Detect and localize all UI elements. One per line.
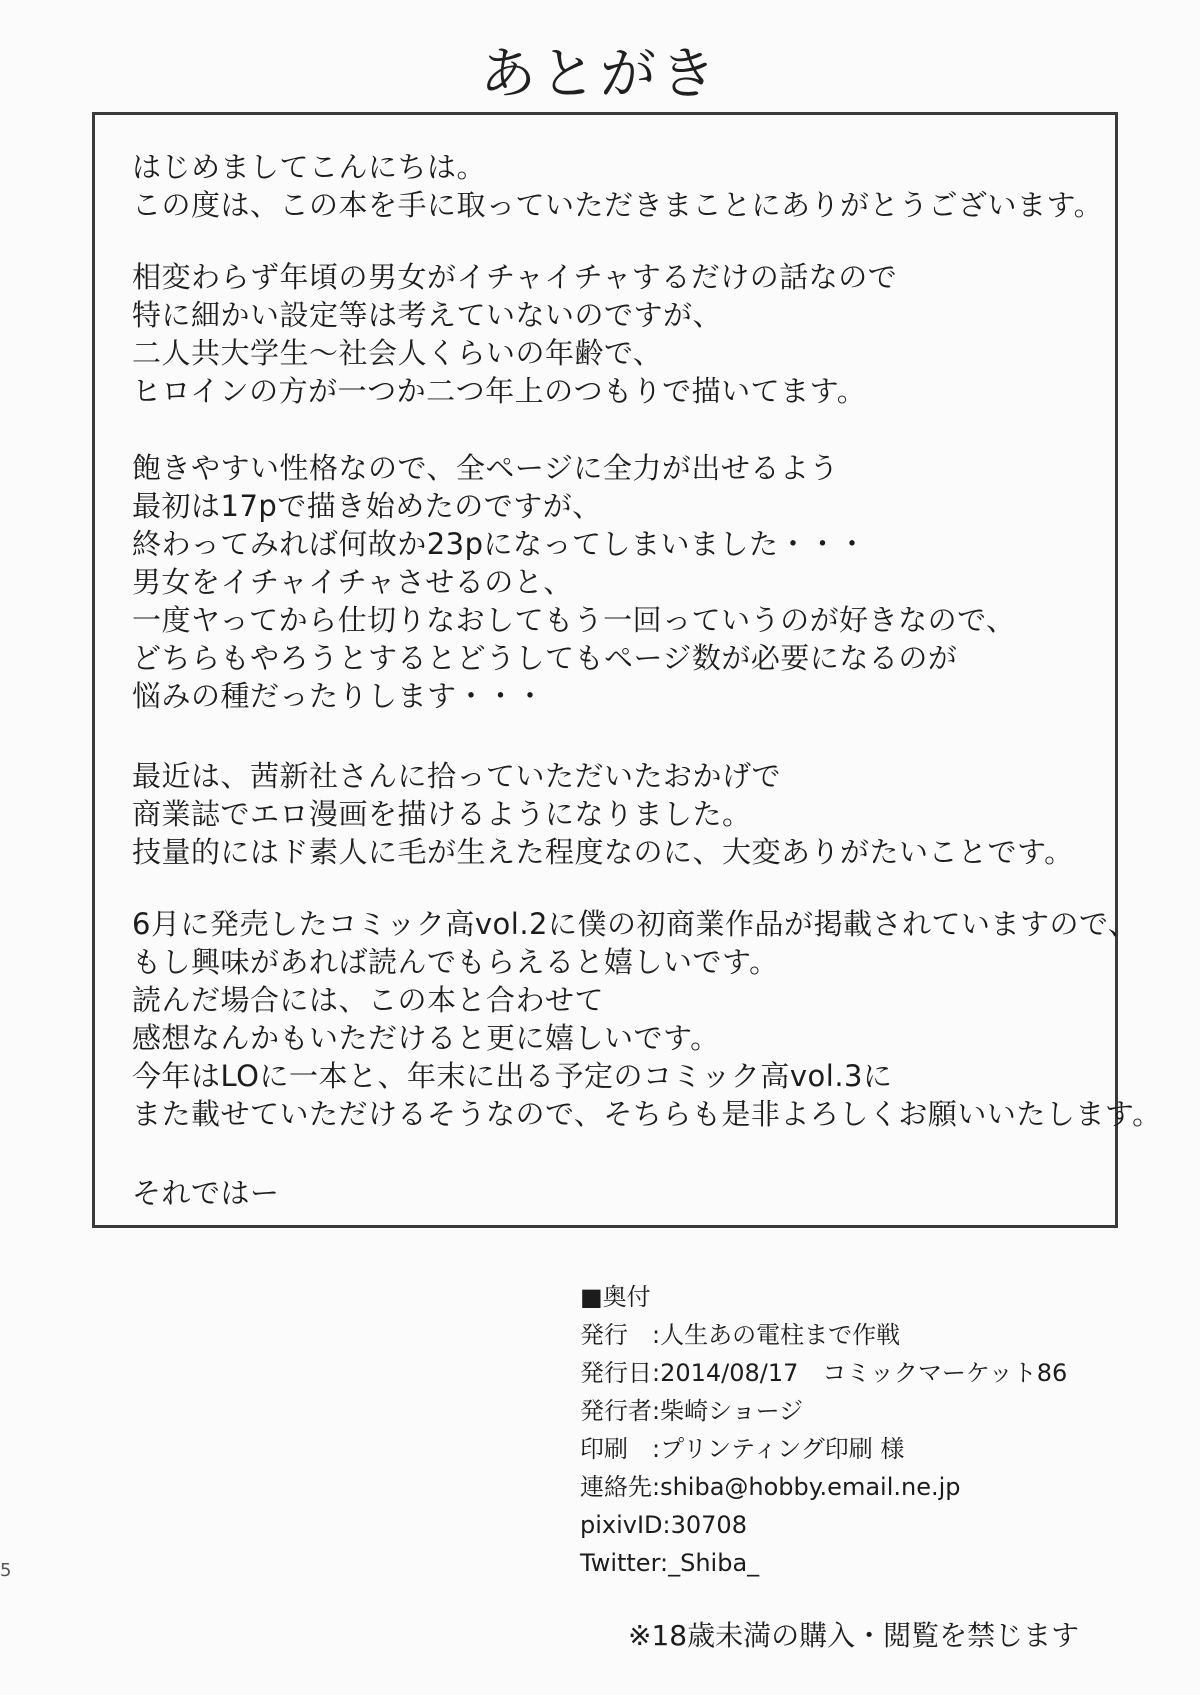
text-line: どちらもやろうとするとどうしてもページ数が必要になるのが xyxy=(132,641,958,675)
paragraph-greeting xyxy=(132,148,1103,224)
text-line: 飽きやすい性格なので、全ページに全力が出せるよう xyxy=(132,451,839,485)
text-line: 悩みの種だったりします・・・ xyxy=(132,679,546,713)
paragraph-story xyxy=(132,258,897,410)
page-title: あとがき xyxy=(480,42,720,107)
page-number: 5 xyxy=(0,1560,12,1581)
paragraph-pages xyxy=(132,449,1016,715)
colophon-publisher: 発行 :人生あの電柱まで作戦 xyxy=(580,1321,901,1349)
colophon-printer: 印刷 :プリンティング印刷 様 xyxy=(580,1435,905,1463)
text-line: 一度ヤってから仕切りなおしてもう一回っていうのが好きなので、 xyxy=(132,603,1016,637)
text-line: また載せていただけるそうなので、そちらも是非よろしくお願いいたします。 xyxy=(132,1097,1162,1131)
text-line: 感想なんかもいただけると更に嬉しいです。 xyxy=(132,1021,720,1055)
text-line: 最初は17pで描き始めたのですが、 xyxy=(132,489,602,523)
colophon-date: 発行日:2014/08/17 コミックマーケット86 xyxy=(580,1359,1068,1387)
text-line: はじめましてこんにちは。 xyxy=(132,150,487,184)
text-line: 特に細かい設定等は考えていないのですが、 xyxy=(132,298,723,332)
colophon-issuer: 発行者:柴崎ショージ xyxy=(580,1397,804,1425)
text-line: 技量的にはド素人に毛が生えた程度なのに、大変ありがたいことです。 xyxy=(132,835,1074,869)
text-line: 相変わらず年頃の男女がイチャイチャするだけの話なので xyxy=(132,260,898,294)
text-line: 商業誌でエロ漫画を描けるようになりました。 xyxy=(132,797,752,831)
colophon-heading: ■奥付 xyxy=(580,1283,651,1311)
colophon-twitter: Twitter:_Shiba_ xyxy=(580,1549,760,1577)
text-line: この度は、この本を手に取っていただきまことにありがとうございます。 xyxy=(132,188,1104,222)
text-line: 読んだ場合には、この本と合わせて xyxy=(132,983,605,1017)
text-line: 終わってみれば何故か23pになってしまいました・・・ xyxy=(132,527,868,561)
text-line: それではー xyxy=(132,1176,280,1210)
paragraph-closing xyxy=(132,1174,280,1212)
text-line: もし興味があれば読んでもらえると嬉しいです。 xyxy=(132,945,779,979)
colophon xyxy=(580,1278,1067,1582)
text-line: 男女をイチャイチャさせるのと、 xyxy=(132,565,573,599)
text-line: 今年はLOに一本と、年末に出る予定のコミック高vol.3に xyxy=(132,1059,893,1093)
colophon-pixiv: pixivID:30708 xyxy=(580,1511,747,1539)
text-line: 6月に発売したコミック高vol.2に僕の初商業作品が掲載されていますので、 xyxy=(132,907,1138,941)
text-line: 最近は、茜新社さんに拾っていただいたおかげで xyxy=(132,759,782,793)
text-line: 二人共大学生～社会人くらいの年齢で、 xyxy=(132,336,663,370)
paragraph-commercial xyxy=(132,757,1074,871)
colophon-contact: 連絡先:shiba@hobby.email.ne.jp xyxy=(580,1473,961,1501)
paragraph-announcement xyxy=(132,905,1162,1133)
text-line: ヒロインの方が一つか二つ年上のつもりで描いてます。 xyxy=(132,374,867,408)
age-restriction-notice: ※18歳未満の購入・閲覧を禁じます xyxy=(628,1619,1080,1652)
